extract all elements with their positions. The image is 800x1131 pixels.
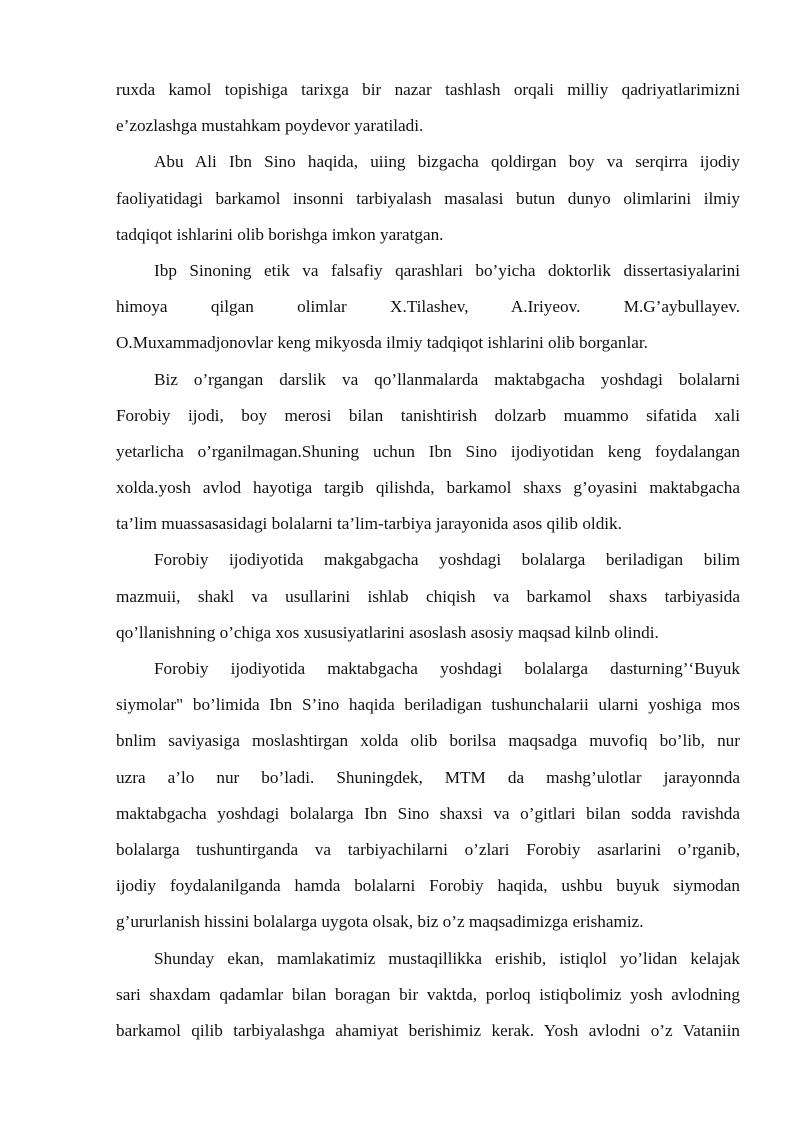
text-line: tadqiqot ishlarini olib borishga imkon yaratgan. (116, 224, 444, 244)
text-line: xolda.yosh avlod hayotiga targib qilishda, barkamol shaxs g’oyasini maktabgacha (116, 478, 740, 498)
text-line: Ibp Sinoning etik va falsafiy qarashlari bo’yicha doktorlik dissertasiyalarini (154, 260, 740, 280)
paragraph (116, 144, 740, 253)
text-line: maktabgacha yoshdagi bolalarga Ibn Sino shaxsi va o’gitlari bilan sodda ravishda (116, 803, 740, 823)
paragraph (116, 72, 740, 144)
text-line: Abu Ali Ibn Sino haqida, uiing bizgacha qoldirgan boy va serqirra ijodiy (154, 152, 740, 172)
text-line: bnlim saviyasiga moslashtirgan xolda olib borilsa maqsadga muvofiq bo’lib, nur (116, 731, 740, 751)
text-line: g’ururlanish hissini bolalarga uygota olsak, biz o’z maqsadimizga erishamiz. (116, 912, 644, 932)
text-line: ruxda kamol topishiga tarixga bir nazar tashlash orqali milliy qadriyatlarimizni (116, 80, 740, 99)
text-line: barkamol qilib tarbiyalashga ahamiyat berishimiz kerak. Yosh avlodni o’z Vataniin (116, 1020, 740, 1040)
text-line: ijodiy foydalanilganda hamda bolalarni Forobiy haqida, ushbu buyuk siymodan (116, 876, 740, 896)
text-line: ta’lim muassasasidagi bolalarni ta’lim-tarbiya jarayonida asos qilib oldik. (116, 514, 622, 534)
text-line: O.Muxammadjonovlar keng mikyosda ilmiy tadqiqot ishlarini olib borganlar. (116, 333, 648, 353)
text-line: faoliyatidagi barkamol insonni tarbiyalash masalasi butun dunyo olimlarini ilmiy (116, 188, 740, 208)
text-line: himoya qilgan olimlar X.Tilashev, A.Iriyeov. M.G’aybullayev. (116, 297, 740, 317)
text-line: Forobiy ijodi, boy merosi bilan tanishtirish dolzarb muammo sifatida xali (116, 405, 740, 425)
document-page (116, 72, 740, 1049)
text-line: Forobiy ijodiyotida makgabgacha yoshdagi bolalarga beriladigan bilim (154, 550, 740, 570)
paragraph (116, 362, 740, 543)
text-line: Shunday ekan, mamlakatimiz mustaqillikka erishib, istiqlol yo’lidan kelajak (154, 948, 740, 968)
text-line: bolalarga tushuntirganda va tarbiyachilarni o’zlari Forobiy asarlarini o’rganib, (116, 839, 740, 859)
paragraph (116, 542, 740, 651)
text-line: siymolar" bo’limida Ibn S’ino haqida beriladigan tushunchalarii ularni yoshiga mos (116, 695, 740, 715)
paragraph (116, 941, 740, 1050)
text-line: yetarlicha o’rganilmagan.Shuning uchun Ibn Sino ijodiyotidan keng foydalangan (116, 441, 740, 461)
text-line: sari shaxdam qadamlar bilan boragan bir vaktda, porloq istiqbolimiz yosh avlodning (116, 984, 740, 1004)
text-line: Forobiy ijodiyotida maktabgacha yoshdagi bolalarga dasturning’‘Buyuk (154, 659, 740, 678)
paragraph (116, 651, 740, 941)
text-line: uzra a’lo nur bo’ladi. Shuningdek, MTM da mashg’ulotlar jarayonnda (116, 767, 740, 787)
text-line: Biz o’rgangan darslik va qo’llanmalarda maktabgacha yoshdagi bolalarni (154, 369, 740, 389)
paragraph (116, 253, 740, 362)
text-line: qo’llanishning o’chiga xos xususiyatlarini asoslash asosiy maqsad kilnb olindi. (116, 622, 659, 642)
text-line: e’zozlashga mustahkam poydevor yaratiladi. (116, 116, 424, 136)
text-line: mazmuii, shakl va usullarini ishlab chiqish va barkamol shaxs tarbiyasida (116, 586, 740, 606)
